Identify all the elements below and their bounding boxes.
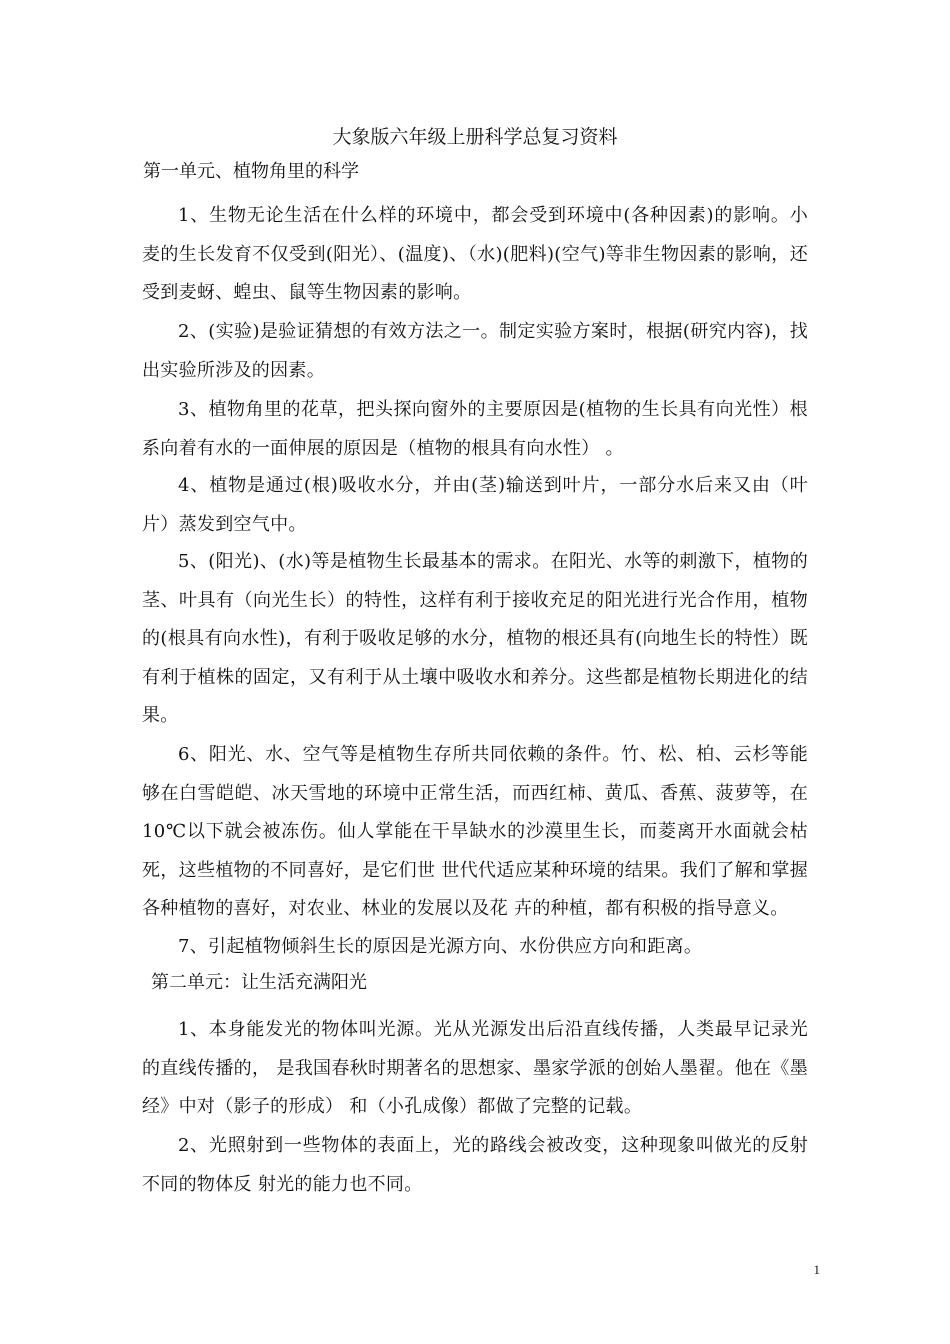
page-number: 1 — [813, 1262, 820, 1277]
unit1-paragraph-3: 3、植物角里的花草，把头探向窗外的主要原因是(植物的生长具有向光性）根系向着有水的一面伸展的原因是（植物的根具有向水性） 。 — [142, 399, 808, 459]
unit1-heading: 第一单元、植物角里的科学 — [143, 161, 359, 182]
unit1-paragraph-4: 4、植物是通过(根)吸收水分，并由(茎)输送到叶片，一部分水后来又由（叶片）蒸发到空气中。 — [142, 475, 808, 535]
unit1-paragraph-5: 5、(阳光)、(水)等是植物生长最基本的需求。在阳光、水等的刺激下，植物的茎、叶具有（向光生长）的特性，这样有利于接收充足的阳光进行光合作用，植物的(根具有向水性)，有利于吸收足够的水分，植物的根还具有(向地生长的特性）既有利于植株的固定，又有利于从土壤中吸收水和养分。这些都是植物长期进化的结果。 — [142, 551, 808, 726]
unit2-heading: 第二单元：让生活充满阳光 — [151, 972, 367, 993]
unit1-paragraph-1: 1、生物无论生活在什么样的环境中，都会受到环境中(各种因素)的影响。小麦的生长发育不仅受到(阳光）、(温度)、（水)(肥料)(空气)等非生物因素的影响，还受到麦蚜、蝗虫、鼠等生物因素的影响。 — [142, 205, 808, 303]
document-title: 大象版六年级上册科学总复习资料 — [332, 126, 618, 148]
unit1-paragraph-7: 7、引起植物倾斜生长的原因是光源方向、水份供应方向和距离。 — [178, 936, 703, 957]
unit2-paragraph-2: 2、光照射到一些物体的表面上，光的路线会被改变，这种现象叫做光的反射不同的物体反 射光的能力也不同。 — [142, 1135, 808, 1195]
unit2-paragraph-1: 1、本身能发光的物体叫光源。光从光源发出后沿直线传播，人类最早记录光的直线传播的， 是我国春秋时期著名的思想家、墨家学派的创始人墨翟。他在《墨经》中对（影子的形成） 和（小孔成像）都做了完整的记载。 — [142, 1019, 808, 1117]
unit1-paragraph-2: 2、(实验)是验证猜想的有效方法之一。制定实验方案时，根据(研究内容)，找出实验所涉及的因素。 — [142, 321, 808, 381]
unit1-paragraph-6: 6、阳光、水、空气等是植物生存所共同依赖的条件。竹、松、柏、云杉等能够在白雪皑皑、冰天雪地的环境中正常生活，而西红柿、黄瓜、香蕉、菠萝等，在 10℃以下就会被冻伤。仙人掌能在干旱缺水的沙漠里生长，而菱离开水面就会枯死，这些植物的不同喜好，是它们世 世代代适应某种环境的结果。我们了解和掌握各种植物的喜好，对农业、林业的发展以及花 卉的种植，都有积极的指导意义。 — [142, 744, 808, 919]
